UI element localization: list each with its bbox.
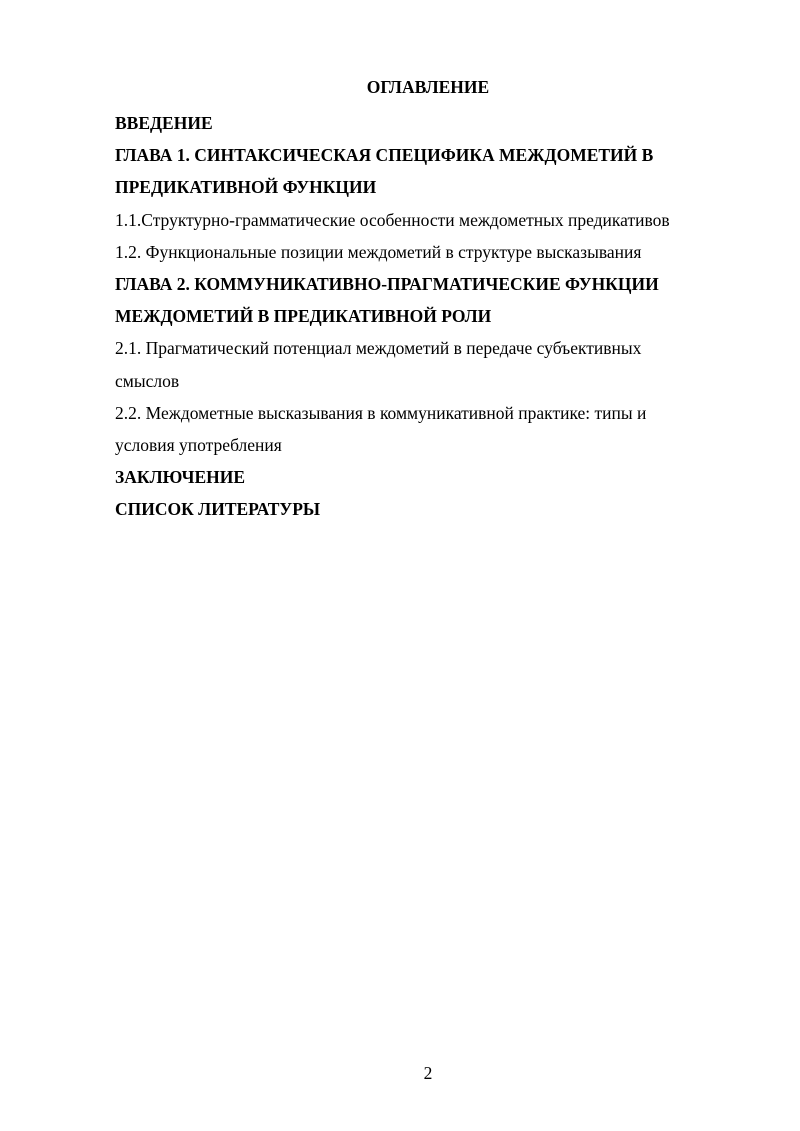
table-of-contents xyxy=(115,107,720,526)
page-number: 2 xyxy=(423,1063,433,1083)
toc-entry-references xyxy=(115,493,720,525)
toc-entry-line: 1.1.Структурно-грамматические особенности междометных предикативов xyxy=(115,209,670,230)
toc-entry-line: ПРЕДИКАТИВНОЙ ФУНКЦИИ xyxy=(115,177,377,198)
toc-entry-section-1-2 xyxy=(115,236,720,268)
toc-entry-introduction xyxy=(115,107,720,139)
toc-entry-line: смыслов xyxy=(115,370,180,391)
toc-entry-line: СПИСОК ЛИТЕРАТУРЫ xyxy=(115,499,321,520)
toc-entry-line: МЕЖДОМЕТИЙ В ПРЕДИКАТИВНОЙ РОЛИ xyxy=(115,306,492,327)
toc-entry-line: условия употребления xyxy=(115,435,282,456)
toc-entry-line: ВВЕДЕНИЕ xyxy=(115,113,213,133)
toc-entry-section-1-1 xyxy=(115,204,720,236)
toc-entry-conclusion xyxy=(115,461,720,493)
toc-entry-line: ГЛАВА 1. СИНТАКСИЧЕСКАЯ СПЕЦИФИКА МЕЖДОМЕТИЙ В xyxy=(115,145,654,166)
toc-entry-section-2-2 xyxy=(115,397,720,461)
toc-entry-line: 1.2. Функциональные позиции междометий в структуре высказывания xyxy=(115,241,642,262)
toc-entry-section-2-1 xyxy=(115,332,720,396)
toc-entry-line: ЗАКЛЮЧЕНИЕ xyxy=(115,467,246,488)
toc-entry-chapter-2 xyxy=(115,268,720,332)
toc-title: ОГЛАВЛЕНИЕ xyxy=(366,77,490,97)
toc-entry-chapter-1 xyxy=(115,139,720,203)
toc-entry-line: 2.2. Междометные высказывания в коммуникативной практике: типы и xyxy=(115,402,647,423)
toc-entry-line: 2.1. Прагматический потенциал междометий в передаче субъективных xyxy=(115,338,642,359)
toc-entry-line: ГЛАВА 2. КОММУНИКАТИВНО-ПРАГМАТИЧЕСКИЕ ФУНКЦИИ xyxy=(115,274,659,295)
